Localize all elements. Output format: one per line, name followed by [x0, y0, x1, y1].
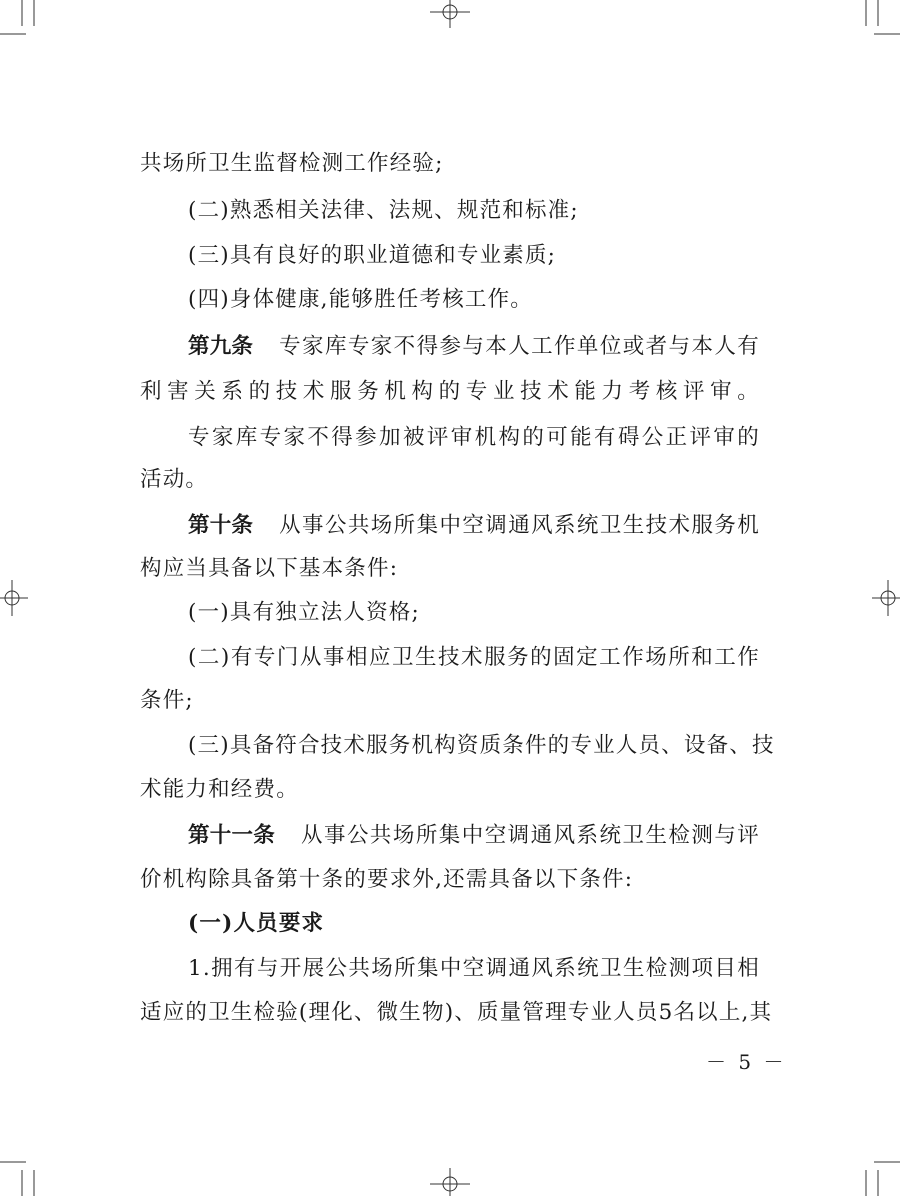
article-heading: 第十条: [188, 513, 254, 538]
text-line: 共场所卫生监督检测工作经验;: [140, 151, 444, 176]
article-text: 从事公共场所集中空调通风系统卫生检测与评: [301, 823, 760, 848]
article-text: 专家库专家不得参与本人工作单位或者与本人有: [279, 334, 760, 359]
text-line: 适应的卫生检验(理化、微生物)、质量管理专业人员5名以上,其: [140, 1000, 773, 1025]
text-line: 活动。: [140, 467, 209, 492]
text-line: 构应当具备以下基本条件:: [140, 556, 399, 581]
registration-mark-left: [0, 580, 28, 616]
text-line: (二)熟悉相关法律、法规、规范和标准;: [188, 198, 579, 223]
registration-mark-top: [430, 0, 470, 28]
article-heading: 第九条: [188, 334, 254, 359]
article-text: 从事公共场所集中空调通风系统卫生技术服务机: [279, 513, 760, 538]
text-line: (二)有专门从事相应卫生技术服务的固定工作场所和工作: [188, 645, 760, 670]
text-line: 1.拥有与开展公共场所集中空调通风系统卫生检测项目相: [188, 956, 760, 981]
text-line: (三)具有良好的职业道德和专业素质;: [188, 243, 557, 268]
section-heading: (一)人员要求: [188, 911, 325, 936]
text-line: 价机构除具备第十条的要求外,还需具备以下条件:: [140, 867, 634, 892]
article-11-line: [188, 825, 760, 847]
text-line: 术能力和经费。: [140, 777, 299, 802]
article-heading: 第十一条: [188, 823, 276, 848]
text-line: 利害关系的技术服务机构的专业技术能力考核评审。: [140, 379, 760, 404]
text-line: (一)具有独立法人资格;: [188, 600, 420, 625]
registration-mark-bottom: [430, 1168, 470, 1196]
article-9-line: [188, 336, 760, 358]
text-line: 专家库专家不得参加被评审机构的可能有碍公正评审的: [188, 425, 760, 450]
text-line: (四)身体健康,能够胜任考核工作。: [188, 287, 534, 312]
registration-mark-right: [872, 580, 900, 616]
article-10-line: [188, 515, 760, 537]
text-line: 条件;: [140, 688, 194, 713]
page-number: － 5 －: [706, 1050, 787, 1074]
text-line: (三)具备符合技术服务机构资质条件的专业人员、设备、技: [188, 733, 775, 758]
